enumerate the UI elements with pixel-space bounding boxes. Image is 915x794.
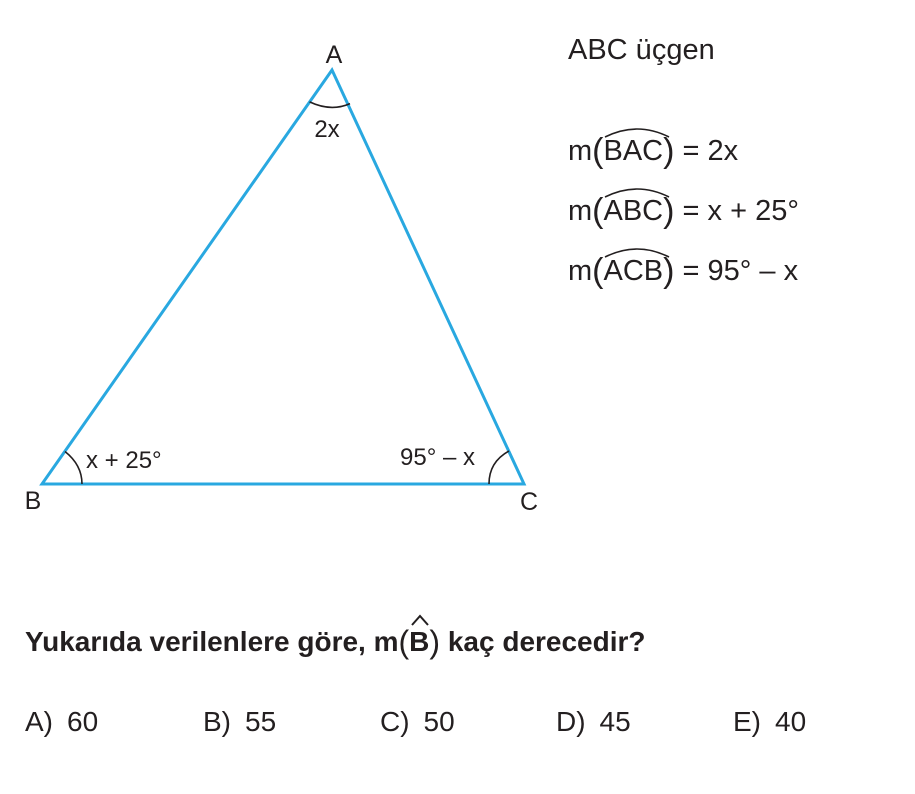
measure-prefix: m	[568, 195, 593, 227]
arc-hat-icon	[602, 243, 672, 259]
angle-name-bac	[604, 137, 664, 166]
choice-c[interactable]	[380, 706, 455, 738]
angle-text: B	[409, 626, 430, 657]
angle-text: BAC	[603, 135, 664, 167]
measure-prefix: m	[568, 135, 593, 167]
open-paren: (	[592, 252, 604, 290]
choice-value: 40	[775, 706, 807, 737]
triangle-abc	[42, 70, 524, 484]
choice-a[interactable]	[25, 706, 98, 738]
choice-letter: A)	[25, 706, 53, 737]
angle-label-b: x + 25°	[86, 447, 162, 474]
vertex-label-a: A	[325, 41, 343, 69]
choice-letter: B)	[203, 706, 231, 737]
equation-rhs: = 95° – x	[682, 255, 799, 287]
vertex-label-c: C	[519, 488, 539, 516]
given-title: ABC üçgen	[568, 34, 715, 66]
choice-letter: D)	[556, 706, 586, 737]
given-info	[568, 34, 799, 290]
angle-label-a: 2x	[314, 116, 340, 143]
triangle-figure	[0, 0, 560, 530]
angle-name-abc	[604, 197, 664, 226]
angle-name-acb	[604, 257, 664, 286]
choice-value: 60	[67, 706, 99, 737]
question-text	[25, 626, 646, 658]
equation-rhs: = 2x	[682, 135, 739, 167]
open-paren: (	[398, 624, 410, 660]
choice-letter: C)	[380, 706, 410, 737]
angle-label-c: 95° – x	[400, 444, 475, 471]
open-paren: (	[592, 132, 604, 170]
close-paren: )	[663, 192, 675, 230]
close-paren: )	[663, 252, 675, 290]
answer-choices	[0, 706, 915, 746]
angle-arc-b	[65, 452, 82, 485]
choice-letter: E)	[733, 706, 761, 737]
question-before: Yukarıda verilenlere göre, m	[25, 626, 399, 657]
measure-prefix: m	[568, 255, 593, 287]
equation-abc	[568, 192, 799, 230]
choice-d[interactable]	[556, 706, 631, 738]
hat-icon	[410, 614, 430, 626]
close-paren: )	[429, 624, 441, 660]
equation-bac	[568, 132, 739, 170]
open-paren: (	[592, 192, 604, 230]
question-after: kaç derecedir?	[447, 626, 646, 657]
angle-name-b	[409, 626, 429, 658]
choice-e[interactable]	[733, 706, 806, 738]
angle-text: ABC	[603, 195, 664, 227]
close-paren: )	[663, 132, 675, 170]
angle-arc-c	[489, 451, 509, 484]
angle-arc-a	[310, 102, 350, 108]
choice-value: 55	[245, 706, 277, 737]
arc-hat-icon	[602, 123, 672, 139]
equation-rhs: = x + 25°	[682, 195, 799, 227]
choice-value: 45	[599, 706, 631, 737]
choice-b[interactable]	[203, 706, 276, 738]
arc-hat-icon	[602, 183, 672, 199]
vertex-label-b: B	[24, 487, 42, 515]
angle-text: ACB	[603, 255, 664, 287]
equation-acb	[568, 252, 799, 290]
choice-value: 50	[423, 706, 455, 737]
